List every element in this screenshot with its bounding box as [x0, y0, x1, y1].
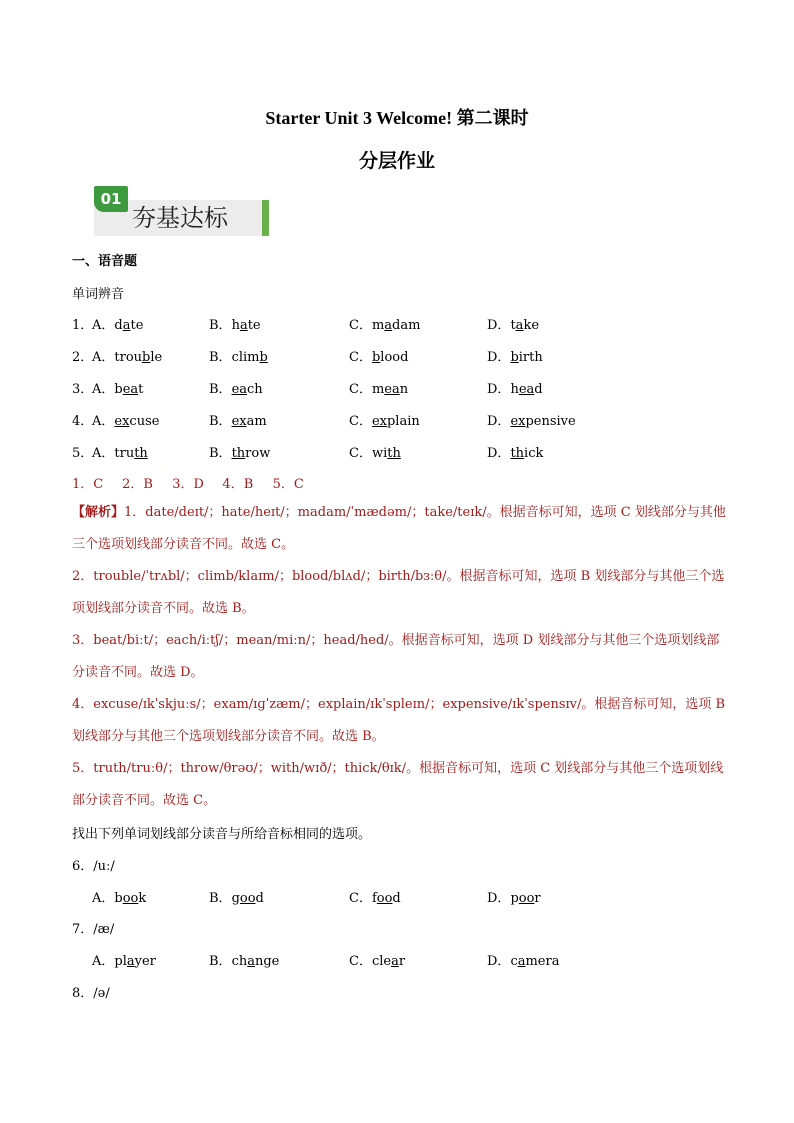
word-part: ke [523, 318, 540, 333]
option-a [92, 378, 143, 397]
word-part: ch [247, 382, 263, 397]
option-c [349, 950, 405, 969]
option-letter: B． [209, 414, 232, 429]
option-letter: C． [349, 318, 372, 333]
word-part: c [510, 954, 518, 969]
underlined-part: th [134, 446, 148, 461]
word-part: d [255, 891, 264, 906]
option-letter: C． [349, 414, 372, 429]
question-number: 4． [72, 414, 94, 429]
word-part: wi [371, 446, 388, 461]
option-letter: A． [92, 318, 115, 333]
option-letter: B． [209, 350, 232, 365]
word-part: pl [114, 954, 127, 969]
explanation-2: 2．trouble/ˈtrʌbl/；climb/klaɪm/；blood/blʌd/；birth/bɜːθ/。根据音标可知，选项 B 划线部分与其他三个选项划线部分读音不同。故选 B。 [72, 569, 725, 616]
word-part: cuse [129, 414, 160, 429]
underlined-part: a [122, 318, 131, 333]
underlined-part: a [517, 954, 526, 969]
word-part: r [398, 954, 406, 969]
section-badge [88, 183, 270, 237]
option-letter: B． [209, 318, 232, 333]
word-part: m [371, 382, 385, 397]
answer-5: 5．C [272, 477, 304, 492]
underlined-part: b [142, 350, 151, 365]
word-part: lood [380, 350, 409, 365]
option-letter: C． [349, 954, 372, 969]
question-number: 8． [72, 986, 94, 1001]
word-part: yer [134, 954, 156, 969]
underlined-part: oo [376, 891, 393, 906]
option-a [92, 410, 159, 429]
underlined-part: a [515, 318, 524, 333]
option-c [349, 346, 408, 365]
option-b [209, 887, 264, 906]
option-b [209, 378, 263, 397]
underlined-part: ex [371, 414, 387, 429]
word-part: cle [371, 954, 392, 969]
option-a [92, 887, 146, 906]
word-part: le [150, 350, 163, 365]
question-number: 2． [72, 350, 94, 365]
word-part: r [534, 891, 541, 906]
option-letter: D． [487, 954, 511, 969]
question-header [72, 918, 114, 937]
option-letter: B． [209, 954, 232, 969]
badge-label: 夯基达标 [132, 204, 228, 232]
option-c [349, 410, 420, 429]
question-number: 1． [72, 318, 94, 333]
option-letter: B． [209, 446, 232, 461]
underlined-part: ea [518, 382, 535, 397]
option-a [92, 950, 156, 969]
underlined-part: a [126, 954, 135, 969]
question-phonetic: /uː/ [93, 859, 115, 874]
option-letter: C． [349, 382, 372, 397]
underlined-part: b [510, 350, 519, 365]
option-letter: A． [92, 382, 115, 397]
underlined-part: ex [114, 414, 130, 429]
word-part: mera [525, 954, 560, 969]
option-letter: A． [92, 891, 115, 906]
option-b [209, 410, 267, 429]
explanation-tag: 【解析】 [72, 505, 125, 520]
option-d [487, 950, 559, 969]
word-part: trou [114, 350, 143, 365]
word-part: clim [231, 350, 260, 365]
underlined-part: a [239, 318, 248, 333]
word-part: h [510, 382, 519, 397]
option-letter: D． [487, 318, 511, 333]
word-part: n [399, 382, 409, 397]
explanation-block [72, 497, 728, 817]
option-letter: D． [487, 891, 511, 906]
word-part: m [371, 318, 385, 333]
underlined-part: th [387, 446, 401, 461]
question-phonetic: /æ/ [93, 922, 115, 937]
question-header [72, 855, 115, 874]
option-b [209, 950, 279, 969]
option-b [209, 442, 270, 461]
word-part: b [114, 382, 123, 397]
option-a [92, 346, 162, 365]
underlined-part: ea [231, 382, 248, 397]
option-b [209, 346, 268, 365]
option-letter: D． [487, 446, 511, 461]
option-letter: D． [487, 350, 511, 365]
question-number: 3． [72, 382, 94, 397]
underlined-part: th [231, 446, 246, 461]
option-d [487, 314, 539, 333]
word-part: tru [114, 446, 135, 461]
word-part: nge [254, 954, 280, 969]
word-part: p [510, 891, 519, 906]
option-letter: A． [92, 446, 115, 461]
question-number: 7． [72, 922, 94, 937]
option-letter: A． [92, 414, 115, 429]
word-part: ch [231, 954, 248, 969]
word-part: h [231, 318, 240, 333]
word-part: pensive [525, 414, 576, 429]
word-part: d [534, 382, 543, 397]
word-part: t [510, 318, 516, 333]
word-part: te [247, 318, 261, 333]
word-part: d [114, 318, 123, 333]
option-c [349, 887, 401, 906]
underlined-part: th [510, 446, 525, 461]
word-part: f [371, 891, 377, 906]
answer-2: 2．B [122, 477, 153, 492]
underlined-part: oo [239, 891, 256, 906]
option-a [92, 314, 143, 333]
explanation-3: 3．beat/biːt/；each/iːtʃ/；mean/miːn/；head/hed/。根据音标可知，选项 D 划线部分与其他三个选项划线部分读音不同。故选 D。 [72, 633, 720, 680]
option-d [487, 410, 576, 429]
explanation-1 [72, 497, 728, 561]
option-letter: A． [92, 350, 115, 365]
option-d [487, 346, 543, 365]
option-c [349, 442, 401, 461]
underlined-part: oo [518, 891, 535, 906]
section-heading: 一、语音题 [72, 254, 138, 269]
option-d [487, 442, 543, 461]
explanation-4: 4．excuse/ɪkˈskjuːs/；exam/ɪɡˈzæm/；explain/ɪkˈspleɪn/；expensive/ɪkˈspensɪv/。根据音标可知，选项 B 划线部分与其他三个选项划线部分读音不同。故选 B。 [72, 697, 726, 744]
option-letter: A． [92, 954, 115, 969]
underlined-part: ex [231, 414, 247, 429]
answer-4: 4．B [222, 477, 254, 492]
question-number: 5． [72, 446, 94, 461]
word-part: g [231, 891, 240, 906]
option-letter: C． [349, 446, 372, 461]
question-header [72, 982, 110, 1001]
instruction-text: 单词辨音 [72, 287, 125, 302]
option-c [349, 314, 420, 333]
word-part: t [138, 382, 144, 397]
word-part: irth [518, 350, 543, 365]
page-subtitle: 分层作业 [358, 150, 435, 172]
option-b [209, 314, 261, 333]
option-letter: D． [487, 414, 511, 429]
answer-line [72, 473, 319, 492]
word-part: k [138, 891, 147, 906]
underlined-part: b [371, 350, 381, 365]
badge-accent-bar [262, 200, 269, 236]
option-a [92, 442, 148, 461]
option-letter: C． [349, 350, 372, 365]
underlined-part: ex [510, 414, 526, 429]
explanation-text-1: 1．date/deɪt/；hate/heɪt/；madam/ˈmædəm/；take/teɪk/。根据音标可知，选项 C 划线部分与其他三个选项划线部分读音不同。故选 C。 [72, 505, 726, 552]
word-part: ick [524, 446, 544, 461]
underlined-part: a [391, 954, 399, 969]
word-part: row [245, 446, 271, 461]
word-part: te [130, 318, 144, 333]
option-letter: B． [209, 891, 232, 906]
underlined-part: b [259, 350, 268, 365]
word-part: am [246, 414, 267, 429]
explanation-5: 5．truth/truːθ/；throw/θrəʊ/；with/wɪð/；thick/θɪk/。根据音标可知，选项 C 划线部分与其他三个选项划线部分读音不同。故选 C。 [72, 761, 724, 808]
word-part: d [392, 891, 401, 906]
answer-3: 3．D [172, 477, 204, 492]
question-number: 6． [72, 859, 94, 874]
word-part: dam [392, 318, 421, 333]
option-d [487, 378, 543, 397]
underlined-part: ea [384, 382, 400, 397]
word-part: b [114, 891, 123, 906]
option-letter: D． [487, 382, 511, 397]
underlined-part: oo [122, 891, 139, 906]
instruction-text-2: 找出下列单词划线部分读音与所给音标相同的选项。 [72, 827, 372, 842]
option-letter: B． [209, 382, 232, 397]
underlined-part: a [247, 954, 255, 969]
option-c [349, 378, 408, 397]
word-part: plain [386, 414, 420, 429]
question-phonetic: /ə/ [93, 986, 110, 1001]
underlined-part: a [384, 318, 393, 333]
option-letter: C． [349, 891, 372, 906]
page-title: Starter Unit 3 Welcome! 第二课时 [265, 108, 529, 128]
option-d [487, 887, 541, 906]
badge-number: 01 [94, 186, 128, 212]
answer-1: 1．C [72, 477, 104, 492]
underlined-part: ea [122, 382, 139, 397]
